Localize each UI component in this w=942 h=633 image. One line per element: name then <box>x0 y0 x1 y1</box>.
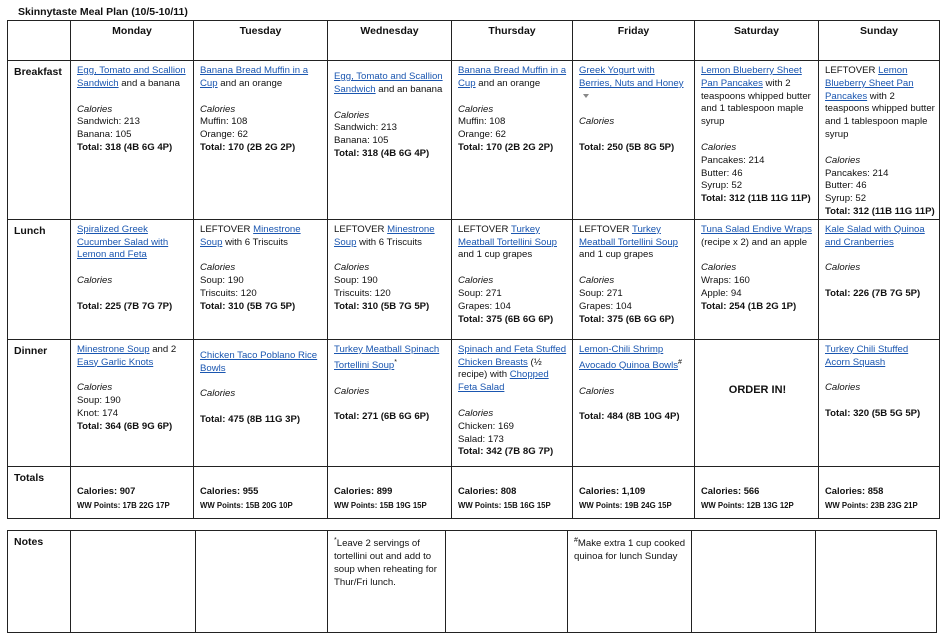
calories-label: Calories <box>200 103 236 115</box>
calories-label: Calories <box>825 382 861 394</box>
day-header-thursday: Thursday <box>452 21 573 61</box>
calories-label: Calories <box>200 262 236 274</box>
chevron-down-icon <box>583 94 589 98</box>
meal-total: Total: 250 (5B 8G 5P) <box>579 142 675 154</box>
calorie-line: Sandwich: 213 <box>334 122 397 134</box>
calories-label: Calories <box>701 141 737 153</box>
calorie-line: Orange: 62 <box>200 129 249 141</box>
calories-label: Calories <box>77 382 113 394</box>
calorie-line: Butter: 46 <box>825 180 867 192</box>
recipe-link[interactable]: Lemon-Chili Shrimp Avocado Quinoa Bowls <box>579 343 679 371</box>
totals-tuesday <box>194 466 328 518</box>
calories-label: Calories <box>77 103 113 115</box>
daily-calories: Calories: 1,109 <box>579 484 646 496</box>
meal-total: Total: 170 (2B 2G 2P) <box>458 141 554 153</box>
lunch-tuesday <box>194 219 328 339</box>
daily-ww-points: WW Points: 17B 22G 17P <box>77 500 170 510</box>
page-title: Skinnytaste Meal Plan (10/5-10/11) <box>18 6 188 18</box>
note-marker: * <box>394 358 397 366</box>
meal-extra: with 6 Triscuits <box>356 236 422 248</box>
daily-ww-points: WW Points: 19B 24G 15P <box>579 500 672 510</box>
breakfast-monday <box>71 61 194 220</box>
recipe-link[interactable]: Banana Bread Muffin in a Cup <box>458 65 567 89</box>
calorie-line: Wraps: 160 <box>701 275 750 287</box>
day-header-tuesday: Tuesday <box>194 21 328 61</box>
daily-calories: Calories: 955 <box>200 484 259 496</box>
meal-plan-table <box>7 20 940 519</box>
notes-sunday <box>816 531 937 633</box>
day-header-saturday: Saturday <box>695 21 819 61</box>
leftover-prefix: LEFTOVER <box>825 65 879 76</box>
calorie-line: Salad: 173 <box>458 433 504 445</box>
note-text: Leave 2 servings of tortellini out and add to soup when reheating for Thur/Fri lunch. <box>334 538 437 588</box>
calorie-line: Chicken: 169 <box>458 420 514 432</box>
calorie-line: Muffin: 108 <box>458 116 506 128</box>
meal-total: Total: 375 (6B 6G 6P) <box>458 313 554 325</box>
dinner-row <box>8 339 940 466</box>
calorie-line: Soup: 190 <box>334 275 378 287</box>
totals-monday <box>71 466 194 518</box>
note-marker: * <box>334 537 337 544</box>
notes-table <box>7 530 937 633</box>
meal-total: Total: 342 (7B 8G 7P) <box>458 446 554 458</box>
notes-thursday <box>446 531 568 633</box>
daily-calories: Calories: 907 <box>77 484 136 496</box>
calorie-line: Pancakes: 214 <box>701 154 765 166</box>
header-row <box>8 21 940 61</box>
calorie-line: Grapes: 104 <box>579 300 632 312</box>
notes-tuesday <box>196 531 328 633</box>
calorie-line: Soup: 190 <box>77 395 121 407</box>
calorie-line: Pancakes: 214 <box>825 167 889 179</box>
calorie-line: Soup: 190 <box>200 275 244 287</box>
calorie-line: Banana: 105 <box>334 135 389 147</box>
calorie-line: Grapes: 104 <box>458 300 511 312</box>
meal-total: Total: 271 (6B 6G 6P) <box>334 411 430 423</box>
note-text: Make extra 1 cup cooked quinoa for lunch Sunday <box>574 538 686 562</box>
recipe-link[interactable]: Minestrone Soup <box>334 223 435 248</box>
meal-extra: and an banana <box>375 83 443 95</box>
breakfast-tuesday <box>194 61 328 220</box>
order-in-label: ORDER IN! <box>728 383 787 396</box>
daily-ww-points: WW Points: 15B 19G 15P <box>334 500 427 510</box>
daily-calories: Calories: 899 <box>334 484 393 496</box>
meal-extra: and 2 <box>149 343 177 355</box>
recipe-link-secondary[interactable]: Chopped Feta Salad <box>458 369 549 394</box>
daily-ww-points: WW Points: 23B 23G 21P <box>825 500 918 510</box>
lunch-monday <box>71 219 194 339</box>
meal-total: Total: 225 (7B 7G 7P) <box>77 300 173 312</box>
meal-total: Total: 312 (11B 11G 11P) <box>701 193 811 205</box>
meal-extra: and an orange <box>217 77 283 89</box>
note-marker: # <box>574 537 578 544</box>
recipe-link[interactable]: Kale Salad with Quinoa and Cranberries <box>825 223 925 248</box>
breakfast-sunday <box>819 61 940 220</box>
recipe-link[interactable]: Minestrone Soup <box>200 223 301 248</box>
corner-cell <box>8 21 71 61</box>
totals-sunday <box>819 466 940 518</box>
meal-total: Total: 312 (11B 11G 11P) <box>825 205 935 217</box>
recipe-link[interactable]: Turkey Meatball Spinach Tortellini Soup <box>334 343 440 371</box>
day-header-wednesday: Wednesday <box>328 21 452 61</box>
meal-total: Total: 170 (2B 2G 2P) <box>200 141 296 153</box>
day-header-friday: Friday <box>573 21 695 61</box>
daily-ww-points: WW Points: 12B 13G 12P <box>701 500 794 510</box>
dinner-wednesday <box>328 339 452 466</box>
dinner-monday <box>71 339 194 466</box>
calories-label: Calories <box>701 262 737 274</box>
calorie-line: Triscuits: 120 <box>334 287 391 299</box>
notes-row <box>8 531 937 633</box>
daily-calories: Calories: 808 <box>458 484 517 496</box>
recipe-link[interactable]: Spinach and Feta Stuffed Chicken Breasts <box>458 343 567 368</box>
meal-total: Total: 375 (6B 6G 6P) <box>579 313 675 325</box>
calories-label: Calories <box>825 262 861 274</box>
meal-extra: (recipe x 2) and an apple <box>701 236 808 248</box>
meal-extra: and 1 cup grapes <box>458 249 533 261</box>
dinner-sunday <box>819 339 940 466</box>
breakfast-friday <box>573 61 695 220</box>
note-marker: # <box>678 358 682 366</box>
lunch-row <box>8 219 940 339</box>
recipe-link[interactable]: Chicken Taco Poblano Rice Bowls <box>200 349 318 374</box>
meal-total: Total: 364 (6B 9G 6P) <box>77 420 173 432</box>
calorie-line: Soup: 271 <box>579 287 623 299</box>
leftover-prefix: LEFTOVER <box>334 223 388 235</box>
leftover-prefix: LEFTOVER <box>579 223 632 235</box>
daily-calories: Calories: 858 <box>825 484 884 496</box>
calorie-line: Butter: 46 <box>701 167 743 179</box>
calorie-line: Orange: 62 <box>458 129 507 141</box>
daily-calories: Calories: 566 <box>701 484 760 496</box>
meal-extra: and a banana <box>118 77 180 89</box>
calorie-line: Knot: 174 <box>77 407 119 419</box>
calories-label: Calories <box>200 388 236 400</box>
breakfast-thursday <box>452 61 573 220</box>
meal-extra: with 2 teaspoons whipped butter and 1 tablespoon maple syrup <box>701 77 811 128</box>
lunch-thursday <box>452 219 573 339</box>
daily-ww-points: WW Points: 15B 16G 15P <box>458 500 551 510</box>
meal-total: Total: 254 (1B 2G 1P) <box>701 300 797 312</box>
daily-ww-points: WW Points: 15B 20G 10P <box>200 500 293 510</box>
recipe-link[interactable]: Egg, Tomato and Scallion Sandwich <box>334 71 443 95</box>
totals-thursday <box>452 466 573 518</box>
row-label-lunch: Lunch <box>8 219 71 339</box>
calorie-line: Syrup: 52 <box>825 193 867 205</box>
calorie-line: Muffin: 108 <box>200 116 248 128</box>
row-label-notes: Notes <box>8 531 71 633</box>
totals-friday <box>573 466 695 518</box>
meal-extra: and an orange <box>475 77 541 89</box>
dinner-saturday <box>695 339 819 466</box>
calories-label: Calories <box>334 385 370 397</box>
day-header-monday: Monday <box>71 21 194 61</box>
calorie-line: Syrup: 52 <box>701 180 743 192</box>
meal-total: Total: 484 (8B 10G 4P) <box>579 411 680 423</box>
lunch-wednesday <box>328 219 452 339</box>
calories-label: Calories <box>334 262 370 274</box>
calories-label: Calories <box>77 275 113 287</box>
notes-wednesday <box>328 531 446 633</box>
recipe-link[interactable]: Tuna Salad Endive Wraps <box>701 223 812 235</box>
meal-total: Total: 318 (4B 6G 4P) <box>334 147 430 159</box>
calorie-line: Soup: 271 <box>458 287 502 299</box>
meal-extra: with 6 Triscuits <box>222 236 288 248</box>
calories-label: Calories <box>458 275 494 287</box>
row-label-totals: Totals <box>8 466 71 518</box>
notes-monday <box>71 531 196 633</box>
calories-label: Calories <box>579 385 615 397</box>
row-label-breakfast: Breakfast <box>8 61 71 220</box>
recipe-link[interactable]: Spiralized Greek Cucumber Salad with Lemon and Feta <box>77 223 169 261</box>
breakfast-row <box>8 61 940 220</box>
calories-label: Calories <box>579 275 615 287</box>
notes-friday <box>568 531 692 633</box>
leftover-prefix: LEFTOVER <box>200 223 254 235</box>
calories-label: Calories <box>579 116 615 128</box>
recipe-link[interactable]: Greek Yogurt with Berries, Nuts and Honey <box>579 65 684 89</box>
calorie-line: Banana: 105 <box>77 129 132 141</box>
breakfast-wednesday <box>328 61 452 220</box>
notes-saturday <box>692 531 816 633</box>
calories-label: Calories <box>825 154 861 166</box>
recipe-link[interactable]: Egg, Tomato and Scallion Sandwich <box>77 65 186 89</box>
recipe-link[interactable]: Lemon Blueberry Sheet Pan Pancakes <box>701 65 802 89</box>
lunch-sunday <box>819 219 940 339</box>
totals-row <box>8 466 940 518</box>
meal-total: Total: 226 (7B 7G 5P) <box>825 288 921 300</box>
lunch-saturday <box>695 219 819 339</box>
recipe-link[interactable]: Turkey Meatball Tortellini Soup <box>579 223 679 248</box>
calorie-line: Sandwich: 213 <box>77 116 140 128</box>
meal-total: Total: 320 (5B 5G 5P) <box>825 408 921 420</box>
recipe-link[interactable]: Turkey Chili Stuffed Acorn Squash <box>825 343 909 368</box>
meal-total: Total: 475 (8B 11G 3P) <box>200 414 301 426</box>
recipe-link[interactable]: Turkey Meatball Tortellini Soup <box>458 223 558 248</box>
totals-wednesday <box>328 466 452 518</box>
lunch-friday <box>573 219 695 339</box>
meal-total: Total: 318 (4B 6G 4P) <box>77 141 173 153</box>
recipe-link[interactable]: Minestrone Soup <box>77 343 150 355</box>
calories-label: Calories <box>458 407 494 419</box>
leftover-prefix: LEFTOVER <box>458 223 511 235</box>
row-label-dinner: Dinner <box>8 339 71 466</box>
calories-label: Calories <box>334 109 370 121</box>
breakfast-saturday <box>695 61 819 220</box>
dinner-thursday <box>452 339 573 466</box>
totals-saturday <box>695 466 819 518</box>
day-header-sunday: Sunday <box>819 21 940 61</box>
meal-total: Total: 310 (5B 7G 5P) <box>334 300 430 312</box>
calories-label: Calories <box>458 103 494 115</box>
recipe-link-secondary[interactable]: Easy Garlic Knots <box>77 356 154 368</box>
recipe-link[interactable]: Banana Bread Muffin in a Cup <box>200 65 309 89</box>
meal-extra: and 1 cup grapes <box>579 249 654 261</box>
meal-extra: (½ recipe) with <box>458 356 542 381</box>
dinner-friday <box>573 339 695 466</box>
calorie-line: Apple: 94 <box>701 287 742 299</box>
recipe-link[interactable]: Lemon Blueberry Sheet Pan Pancakes <box>825 65 914 102</box>
meal-total: Total: 310 (5B 7G 5P) <box>200 300 296 312</box>
meal-extra: with 2 teaspoons whipped butter and 1 tablespoon maple syrup <box>825 90 935 140</box>
dinner-tuesday <box>194 339 328 466</box>
calorie-line: Triscuits: 120 <box>200 287 257 299</box>
